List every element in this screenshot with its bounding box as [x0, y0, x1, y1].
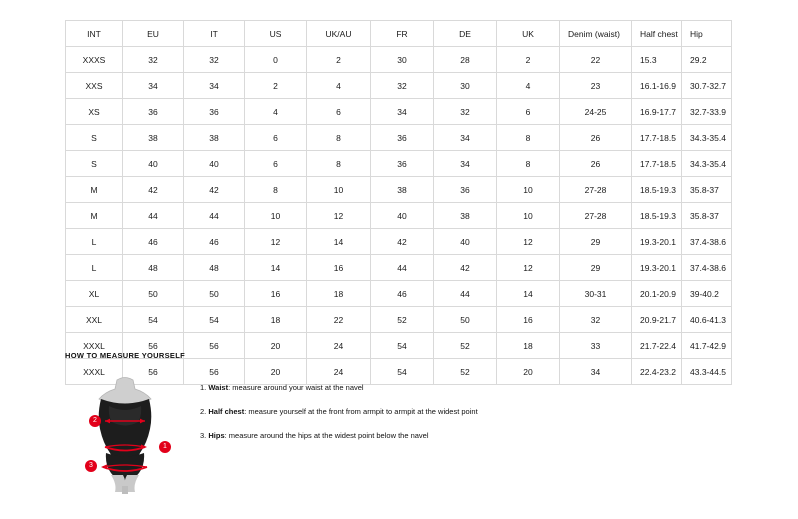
cell-ukau: 6 [307, 99, 371, 125]
how-to-measure-title: HOW TO MEASURE YOURSELF [65, 351, 185, 360]
cell-int: XXXS [66, 47, 123, 73]
cell-denim: 26 [560, 151, 632, 177]
cell-int: XL [66, 281, 123, 307]
note-text: : measure around the hips at the widest point below the navel [224, 431, 429, 440]
note-number: 2. [200, 407, 207, 416]
cell-de: 42 [434, 255, 497, 281]
measurement-notes [200, 374, 478, 454]
column-header: INT [66, 21, 123, 47]
cell-int: L [66, 229, 123, 255]
note-text: : measure yourself at the front from armpit to armpit at the widest point [244, 407, 478, 416]
table-row [66, 125, 732, 151]
cell-it: 46 [184, 229, 245, 255]
cell-ukau: 24 [307, 333, 371, 359]
cell-fr: 42 [371, 229, 434, 255]
cell-fr: 32 [371, 73, 434, 99]
cell-int: XXS [66, 73, 123, 99]
cell-de: 36 [434, 177, 497, 203]
cell-de: 52 [434, 359, 497, 385]
cell-int: XXXL [66, 333, 123, 359]
cell-eu: 34 [123, 73, 184, 99]
column-header: US [245, 21, 307, 47]
cell-denim: 30-31 [560, 281, 632, 307]
cell-uk: 8 [497, 151, 560, 177]
cell-half-chest: 20.1-20.9 [632, 281, 682, 307]
cell-uk: 16 [497, 307, 560, 333]
cell-it: 38 [184, 125, 245, 151]
cell-half-chest: 18.5-19.3 [632, 177, 682, 203]
column-header: IT [184, 21, 245, 47]
note-number: 1. [200, 383, 207, 392]
cell-hip: 35.8-37 [682, 177, 732, 203]
table-header-row [66, 21, 732, 47]
cell-uk: 4 [497, 73, 560, 99]
cell-ukau: 8 [307, 125, 371, 151]
note-text: : measure around your waist at the navel [228, 383, 364, 392]
cell-it: 40 [184, 151, 245, 177]
table-row [66, 255, 732, 281]
cell-hip: 30.7-32.7 [682, 73, 732, 99]
cell-uk: 10 [497, 177, 560, 203]
cell-int: M [66, 177, 123, 203]
cell-ukau: 22 [307, 307, 371, 333]
cell-ukau: 14 [307, 229, 371, 255]
cell-us: 18 [245, 307, 307, 333]
cell-it: 32 [184, 47, 245, 73]
cell-fr: 54 [371, 333, 434, 359]
table-row [66, 151, 732, 177]
cell-us: 16 [245, 281, 307, 307]
cell-fr: 34 [371, 99, 434, 125]
cell-denim: 32 [560, 307, 632, 333]
cell-us: 6 [245, 151, 307, 177]
cell-us: 0 [245, 47, 307, 73]
cell-de: 44 [434, 281, 497, 307]
cell-half-chest: 20.9-21.7 [632, 307, 682, 333]
cell-fr: 40 [371, 203, 434, 229]
cell-de: 30 [434, 73, 497, 99]
cell-ukau: 4 [307, 73, 371, 99]
cell-denim: 34 [560, 359, 632, 385]
cell-uk: 2 [497, 47, 560, 73]
cell-us: 6 [245, 125, 307, 151]
cell-denim: 27-28 [560, 203, 632, 229]
cell-int: S [66, 151, 123, 177]
cell-fr: 30 [371, 47, 434, 73]
cell-us: 20 [245, 333, 307, 359]
size-table-container [65, 20, 731, 385]
cell-half-chest: 19.3-20.1 [632, 229, 682, 255]
cell-denim: 29 [560, 255, 632, 281]
measurement-badge-waist: 1 [159, 441, 171, 453]
cell-fr: 44 [371, 255, 434, 281]
cell-it: 44 [184, 203, 245, 229]
cell-half-chest: 18.5-19.3 [632, 203, 682, 229]
cell-de: 34 [434, 151, 497, 177]
cell-eu: 44 [123, 203, 184, 229]
cell-int: XXXL [66, 359, 123, 385]
cell-de: 38 [434, 203, 497, 229]
column-header: UK [497, 21, 560, 47]
cell-uk: 12 [497, 229, 560, 255]
cell-fr: 36 [371, 125, 434, 151]
table-row [66, 73, 732, 99]
cell-fr: 36 [371, 151, 434, 177]
cell-hip: 40.6-41.3 [682, 307, 732, 333]
cell-ukau: 24 [307, 359, 371, 385]
cell-hip: 34.3-35.4 [682, 151, 732, 177]
cell-hip: 41.7-42.9 [682, 333, 732, 359]
cell-hip: 35.8-37 [682, 203, 732, 229]
cell-denim: 33 [560, 333, 632, 359]
cell-us: 20 [245, 359, 307, 385]
cell-eu: 56 [123, 333, 184, 359]
cell-eu: 40 [123, 151, 184, 177]
cell-half-chest: 17.7-18.5 [632, 125, 682, 151]
cell-uk: 18 [497, 333, 560, 359]
cell-ukau: 8 [307, 151, 371, 177]
cell-eu: 48 [123, 255, 184, 281]
cell-half-chest: 19.3-20.1 [632, 255, 682, 281]
table-row [66, 99, 732, 125]
column-header: Hip [682, 21, 732, 47]
cell-int: XXL [66, 307, 123, 333]
cell-hip: 32.7-33.9 [682, 99, 732, 125]
cell-fr: 52 [371, 307, 434, 333]
cell-int: L [66, 255, 123, 281]
note-term: Half chest [208, 407, 245, 416]
measurement-badge-half-chest: 2 [89, 415, 101, 427]
cell-int: S [66, 125, 123, 151]
cell-de: 40 [434, 229, 497, 255]
cell-hip: 37.4-38.6 [682, 255, 732, 281]
column-header: FR [371, 21, 434, 47]
cell-eu: 46 [123, 229, 184, 255]
cell-denim: 26 [560, 125, 632, 151]
cell-hip: 43.3-44.5 [682, 359, 732, 385]
column-header: DE [434, 21, 497, 47]
measurement-note-half-chest [200, 406, 478, 417]
cell-de: 52 [434, 333, 497, 359]
cell-us: 10 [245, 203, 307, 229]
size-conversion-table [65, 20, 732, 385]
note-term: Hips [208, 431, 225, 440]
cell-half-chest: 21.7-22.4 [632, 333, 682, 359]
column-header: UK/AU [307, 21, 371, 47]
cell-it: 50 [184, 281, 245, 307]
table-row [66, 47, 732, 73]
cell-fr: 54 [371, 359, 434, 385]
cell-ukau: 2 [307, 47, 371, 73]
table-row [66, 229, 732, 255]
cell-denim: 22 [560, 47, 632, 73]
cell-us: 4 [245, 99, 307, 125]
cell-denim: 29 [560, 229, 632, 255]
cell-it: 36 [184, 99, 245, 125]
note-term: Waist [208, 383, 229, 392]
mannequin-illustration [65, 374, 185, 494]
cell-ukau: 10 [307, 177, 371, 203]
column-header: EU [123, 21, 184, 47]
cell-it: 48 [184, 255, 245, 281]
cell-eu: 38 [123, 125, 184, 151]
note-number: 3. [200, 431, 207, 440]
cell-us: 8 [245, 177, 307, 203]
how-to-measure-body [65, 374, 765, 494]
cell-fr: 38 [371, 177, 434, 203]
column-header: Half chest [632, 21, 682, 47]
cell-half-chest: 16.1-16.9 [632, 73, 682, 99]
cell-half-chest: 15.3 [632, 47, 682, 73]
cell-us: 2 [245, 73, 307, 99]
cell-us: 14 [245, 255, 307, 281]
table-row [66, 177, 732, 203]
cell-it: 56 [184, 333, 245, 359]
table-row [66, 203, 732, 229]
cell-denim: 24-25 [560, 99, 632, 125]
cell-uk: 20 [497, 359, 560, 385]
cell-uk: 10 [497, 203, 560, 229]
column-header: Denim (waist) [560, 21, 632, 47]
cell-ukau: 16 [307, 255, 371, 281]
measurement-badge-hips: 3 [85, 460, 97, 472]
cell-denim: 23 [560, 73, 632, 99]
cell-eu: 50 [123, 281, 184, 307]
cell-uk: 14 [497, 281, 560, 307]
how-to-measure-section [65, 351, 765, 494]
cell-de: 28 [434, 47, 497, 73]
cell-eu: 56 [123, 359, 184, 385]
cell-half-chest: 22.4-23.2 [632, 359, 682, 385]
cell-eu: 36 [123, 99, 184, 125]
cell-hip: 39-40.2 [682, 281, 732, 307]
cell-it: 56 [184, 359, 245, 385]
cell-de: 32 [434, 99, 497, 125]
cell-uk: 6 [497, 99, 560, 125]
cell-eu: 32 [123, 47, 184, 73]
cell-it: 54 [184, 307, 245, 333]
cell-int: M [66, 203, 123, 229]
cell-uk: 8 [497, 125, 560, 151]
cell-fr: 46 [371, 281, 434, 307]
cell-ukau: 18 [307, 281, 371, 307]
cell-hip: 34.3-35.4 [682, 125, 732, 151]
cell-half-chest: 17.7-18.5 [632, 151, 682, 177]
cell-it: 42 [184, 177, 245, 203]
cell-int: XS [66, 99, 123, 125]
cell-half-chest: 16.9-17.7 [632, 99, 682, 125]
cell-ukau: 12 [307, 203, 371, 229]
cell-uk: 12 [497, 255, 560, 281]
measurement-note-waist [200, 382, 478, 393]
cell-us: 12 [245, 229, 307, 255]
table-row [66, 281, 732, 307]
cell-hip: 37.4-38.6 [682, 229, 732, 255]
cell-it: 34 [184, 73, 245, 99]
cell-hip: 29.2 [682, 47, 732, 73]
cell-de: 50 [434, 307, 497, 333]
table-row [66, 307, 732, 333]
measurement-figure [65, 374, 185, 494]
cell-denim: 27-28 [560, 177, 632, 203]
measurement-note-hips [200, 430, 478, 441]
cell-de: 34 [434, 125, 497, 151]
cell-eu: 54 [123, 307, 184, 333]
cell-eu: 42 [123, 177, 184, 203]
